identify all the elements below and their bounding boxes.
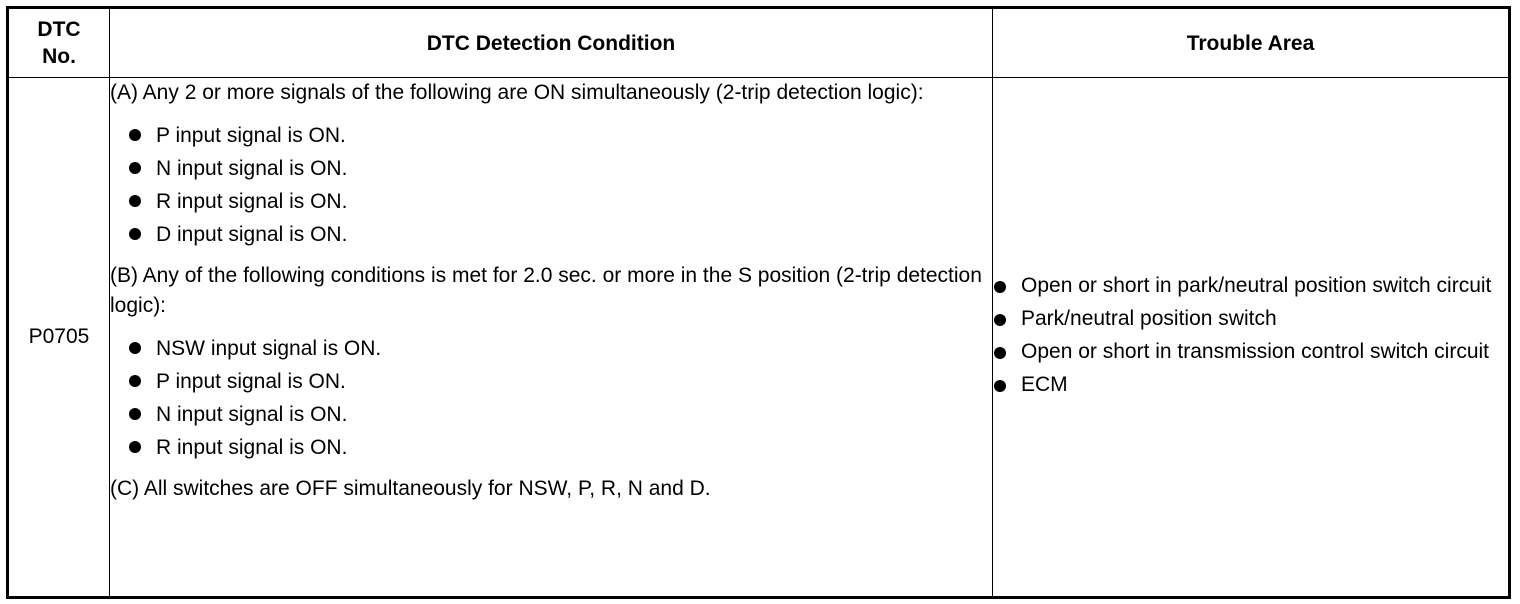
list-item xyxy=(128,152,992,185)
list-item xyxy=(128,185,992,218)
bullet-icon xyxy=(129,375,141,387)
list-item xyxy=(128,365,992,398)
list-item xyxy=(128,218,992,251)
list-item-text: D input signal is ON. xyxy=(156,223,348,246)
bullet-icon xyxy=(994,380,1006,392)
bullet-icon xyxy=(129,162,141,174)
list-item xyxy=(128,398,992,431)
trouble-area-list xyxy=(993,271,1508,400)
list-item-text: R input signal is ON. xyxy=(156,436,348,459)
condition-b-list xyxy=(128,332,992,464)
trouble-area-cell xyxy=(993,78,1510,598)
bullet-icon xyxy=(129,195,141,207)
list-item-text: R input signal is ON. xyxy=(156,190,348,213)
header-row xyxy=(8,8,1510,78)
dtc-table xyxy=(6,6,1511,599)
list-item-text: Open or short in park/neutral position switch circuit xyxy=(1021,274,1492,297)
list-item-text: N input signal is ON. xyxy=(156,403,348,426)
bullet-icon xyxy=(129,408,141,420)
bullet-icon xyxy=(129,342,141,354)
bullet-icon xyxy=(129,228,141,240)
list-item xyxy=(128,119,992,152)
header-dtc-no-line1: DTC xyxy=(37,18,81,41)
header-dtc-no xyxy=(8,8,110,78)
detection-condition-cell xyxy=(110,78,993,598)
header-detection-condition: DTC Detection Condition xyxy=(110,8,993,78)
list-item xyxy=(993,370,1508,400)
bullet-icon xyxy=(129,129,141,141)
condition-a-list xyxy=(128,119,992,251)
condition-a: (A) Any 2 or more signals of the following are ON simultaneously (2-trip detection logic): xyxy=(110,81,924,104)
header-dtc-no-line2: No. xyxy=(42,45,76,68)
list-item-text: N input signal is ON. xyxy=(156,157,348,180)
bullet-icon xyxy=(129,441,141,453)
list-item xyxy=(993,271,1508,301)
list-item xyxy=(993,304,1508,334)
list-item-text: ECM xyxy=(1021,373,1068,396)
dtc-code: P0705 xyxy=(8,78,110,598)
list-item-text: P input signal is ON. xyxy=(156,124,346,147)
bullet-icon xyxy=(994,314,1006,326)
list-item-text: NSW input signal is ON. xyxy=(156,337,382,360)
header-trouble-area: Trouble Area xyxy=(993,8,1510,78)
condition-c: (C) All switches are OFF simultaneously for NSW, P, R, N and D. xyxy=(110,477,711,500)
bullet-icon xyxy=(994,281,1006,293)
list-item xyxy=(993,337,1508,367)
list-item xyxy=(128,332,992,365)
table-row xyxy=(8,78,1510,598)
list-item-text: P input signal is ON. xyxy=(156,370,346,393)
condition-b: (B) Any of the following conditions is met for 2.0 sec. or more in the S position (2-trip detection logic): xyxy=(110,264,982,317)
list-item-text: Open or short in transmission control switch circuit xyxy=(1021,340,1489,363)
list-item xyxy=(128,431,992,464)
list-item-text: Park/neutral position switch xyxy=(1021,307,1277,330)
bullet-icon xyxy=(994,347,1006,359)
